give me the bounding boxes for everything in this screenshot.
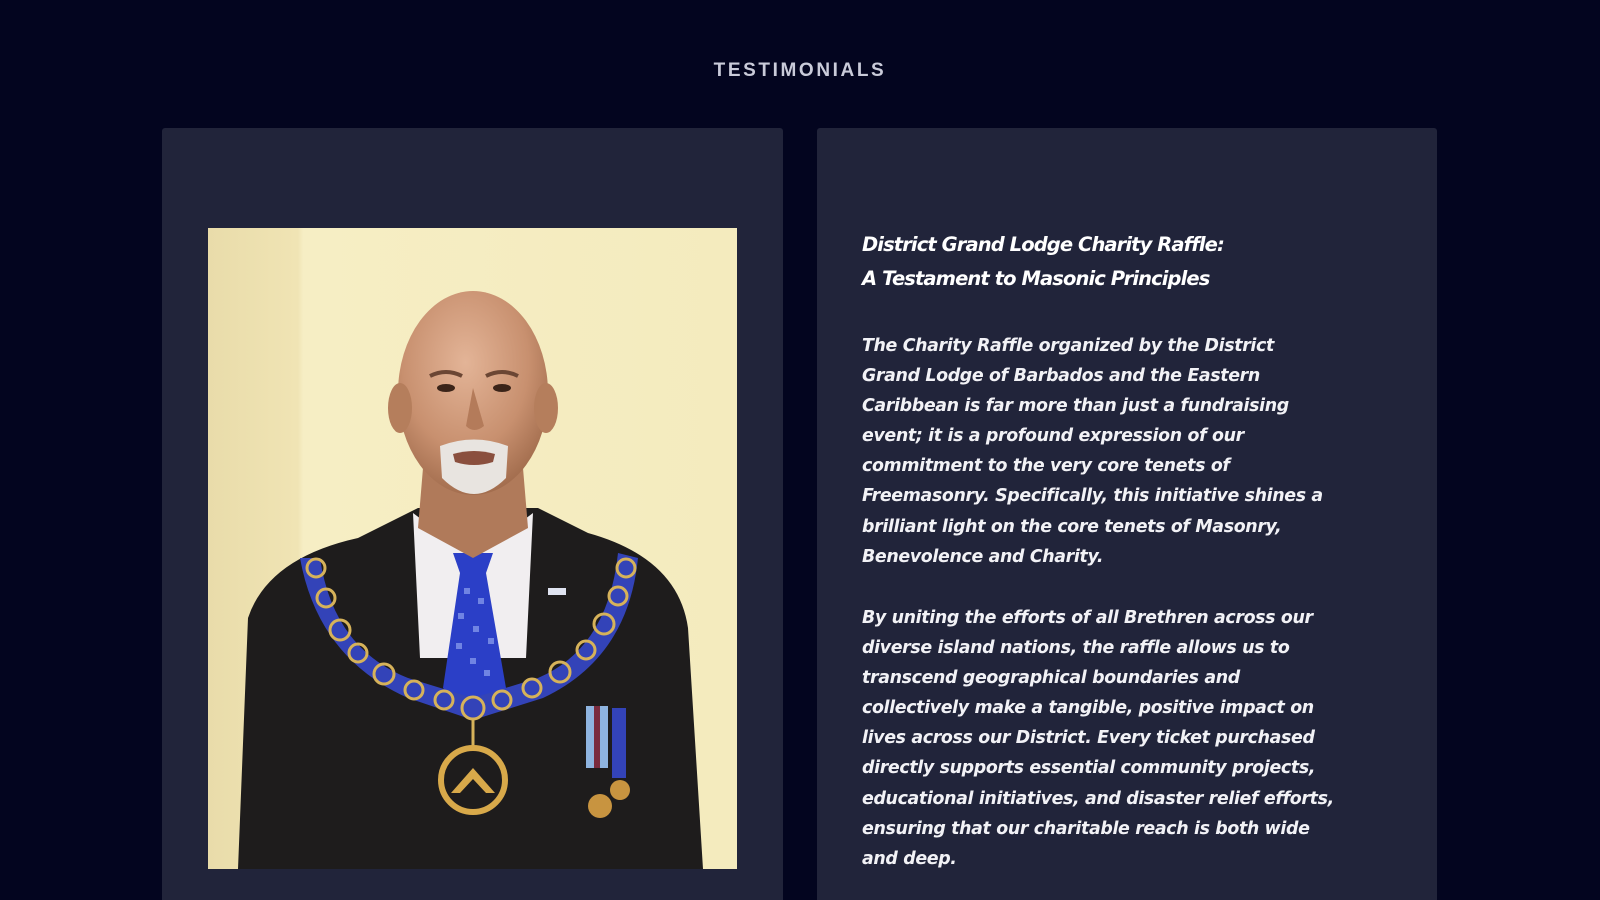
paragraph-line: Grand Lodge of Barbados and the Eastern: [862, 366, 1260, 387]
testimonial-title-line: A Testament to Masonic Principles: [862, 267, 1210, 290]
paragraph-line: collectively make a tangible, positive impact on: [862, 698, 1314, 719]
paragraph-line: and deep.: [862, 848, 957, 869]
section-heading: TESTIMONIALS: [713, 59, 887, 81]
paragraph-line: brilliant light on the core tenets of Masonry,: [862, 516, 1282, 537]
paragraph-line: lives across our District. Every ticket purchased: [862, 728, 1315, 749]
testimonial-title-line: District Grand Lodge Charity Raffle:: [862, 233, 1224, 256]
paragraph-line: diverse island nations, the raffle allows us to: [862, 638, 1290, 659]
testimonial-portrait-photo: [208, 228, 737, 869]
paragraph-line: event; it is a profound expression of our: [862, 426, 1244, 447]
paragraph-line: By uniting the efforts of all Brethren across our: [862, 608, 1313, 628]
paragraph-line: directly supports essential community projects,: [862, 758, 1316, 779]
testimonial-title: [862, 228, 1402, 296]
paragraph-line: The Charity Raffle organized by the District: [862, 336, 1274, 356]
paragraph-line: Caribbean is far more than just a fundraising: [862, 396, 1289, 417]
testimonial-text-card: [817, 128, 1437, 900]
paragraph-line: Benevolence and Charity.: [862, 546, 1104, 567]
testimonial-paragraph-2: [862, 603, 1402, 874]
testimonial-paragraph-1: [862, 331, 1402, 572]
paragraph-line: commitment to the very core tenets of: [862, 456, 1230, 477]
portrait-illustration: [208, 228, 737, 869]
paragraph-line: transcend geographical boundaries and: [862, 668, 1240, 689]
paragraph-line: Freemasonry. Specifically, this initiative shines a: [862, 486, 1323, 507]
paragraph-line: educational initiatives, and disaster relief efforts,: [862, 788, 1334, 809]
paragraph-line: ensuring that our charitable reach is both wide: [862, 818, 1310, 839]
testimonial-photo-card: [162, 128, 783, 900]
